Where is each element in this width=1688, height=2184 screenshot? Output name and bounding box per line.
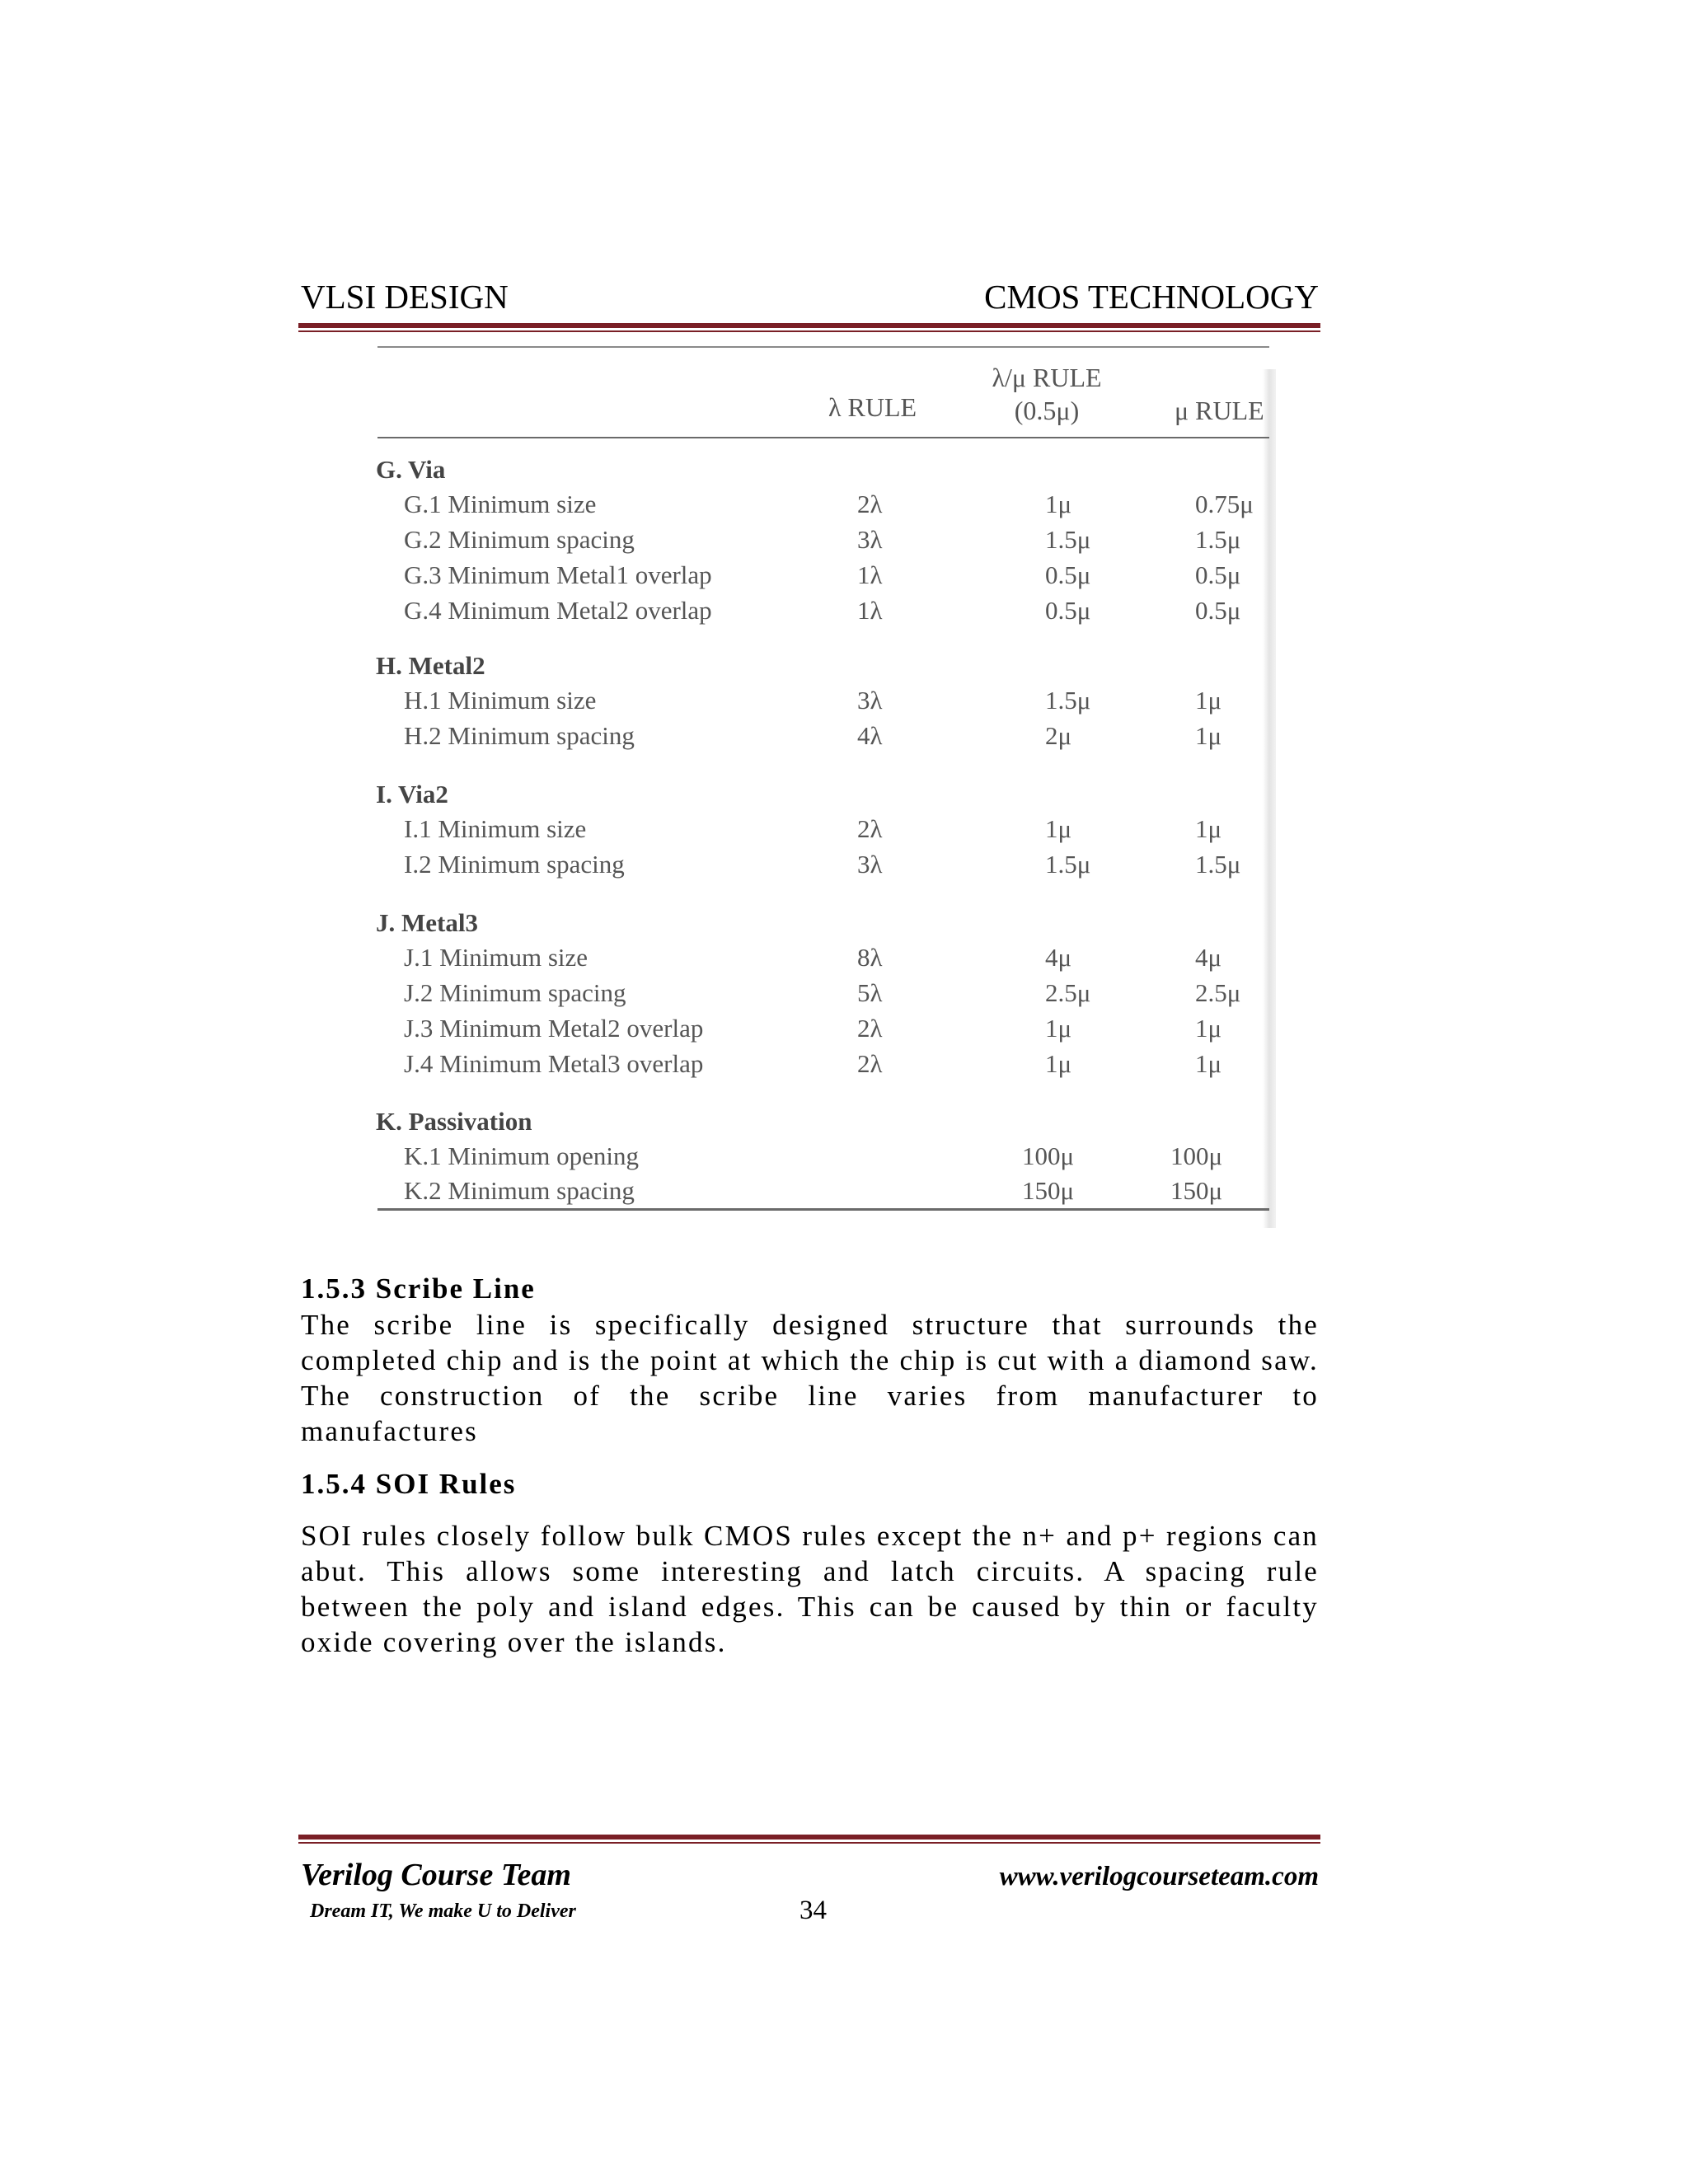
table-cell-lambda-mu: 4μ <box>1045 943 1072 972</box>
table-cell-mu: 1μ <box>1195 1014 1222 1043</box>
table-row-label: G.2 Minimum spacing <box>404 525 635 554</box>
table-cell-lambda: 5λ <box>857 978 883 1007</box>
table-cell-lambda-mu: 1μ <box>1045 490 1072 518</box>
column-header-mu-rule: μ RULE <box>1175 396 1264 425</box>
design-rules-table <box>371 336 1276 1228</box>
table-cell-lambda-mu: 2μ <box>1045 721 1072 750</box>
table-cell-mu: 1.5μ <box>1195 525 1241 554</box>
table-cell-lambda-mu: 100μ <box>1022 1141 1075 1170</box>
table-cell-mu: 2.5μ <box>1195 978 1241 1007</box>
table-cell-lambda: 1λ <box>857 596 883 625</box>
column-header-lambda-rule: λ RULE <box>828 392 917 422</box>
table-cell-lambda-mu: 1μ <box>1045 1014 1072 1043</box>
paragraph-scribe-line: The scribe line is specifically designed structure that surrounds the completed chip and is the point at which the chip is cut with a diamond saw. The construction of the scribe line varies from manufacturer to manufactures <box>301 1309 1319 1447</box>
table-row-label: G.3 Minimum Metal1 overlap <box>404 560 712 589</box>
table-cell-lambda-mu: 1μ <box>1045 1049 1072 1078</box>
table-cell-mu: 1μ <box>1195 721 1222 750</box>
header-rule-thin <box>298 330 1320 332</box>
table-cell-lambda-mu: 150μ <box>1022 1176 1075 1205</box>
table-cell-mu: 150μ <box>1170 1176 1223 1205</box>
footer-website: www.verilogcourseteam.com <box>999 1862 1319 1891</box>
header-title-left: VLSI DESIGN <box>301 278 509 316</box>
table-cell-lambda: 1λ <box>857 560 883 589</box>
table-cell-mu: 1μ <box>1195 814 1222 843</box>
table-row-label: K.1 Minimum opening <box>404 1141 640 1170</box>
section-title-via: G. Via <box>376 455 446 484</box>
table-cell-mu: 1μ <box>1195 686 1222 715</box>
column-header-lambda-mu-rule: λ/μ RULE <box>992 363 1102 392</box>
table-cell-lambda: 3λ <box>857 686 883 715</box>
scan-edge-shadow <box>1263 369 1276 1228</box>
table-cell-lambda-mu: 1.5μ <box>1045 686 1091 715</box>
paragraph-soi-rules: SOI rules closely follow bulk CMOS rules except the n+ and p+ regions can abut. This allows some interesting and latch circuits. A spacing rule between the poly and island edges. This can be caused by thin or faculty oxide covering over the islands. <box>301 1520 1319 1658</box>
table-cell-lambda-mu: 1.5μ <box>1045 850 1091 879</box>
table-row-label: G.4 Minimum Metal2 overlap <box>404 596 712 625</box>
table-cell-lambda: 2λ <box>857 490 883 518</box>
header-title-right: CMOS TECHNOLOGY <box>984 278 1319 316</box>
section-heading-scribe-line: 1.5.3 Scribe Line <box>301 1272 536 1305</box>
table-cell-lambda: 4λ <box>857 721 883 750</box>
table-row-label: H.2 Minimum spacing <box>404 721 635 750</box>
table-row-label: J.3 Minimum Metal2 overlap <box>404 1014 704 1043</box>
section-title-metal3: J. Metal3 <box>376 908 478 937</box>
footer-rule-thin <box>298 1842 1320 1844</box>
table-cell-mu: 0.75μ <box>1195 490 1254 518</box>
table-bottom-rule <box>377 1208 1269 1211</box>
table-cell-mu: 1μ <box>1195 1049 1222 1078</box>
section-title-via2: I. Via2 <box>376 780 448 808</box>
table-cell-mu: 4μ <box>1195 943 1222 972</box>
table-cell-lambda-mu: 0.5μ <box>1045 596 1091 625</box>
table-row-label: H.1 Minimum size <box>404 686 597 715</box>
table-row-label: K.2 Minimum spacing <box>404 1176 635 1205</box>
footer-rule <box>298 1835 1320 1840</box>
table-cell-lambda-mu: 1.5μ <box>1045 525 1091 554</box>
table-cell-lambda-mu: 0.5μ <box>1045 560 1091 589</box>
table-cell-lambda: 2λ <box>857 1049 883 1078</box>
table-cell-lambda-mu: 2.5μ <box>1045 978 1091 1007</box>
table-cell-mu: 0.5μ <box>1195 560 1241 589</box>
table-cell-lambda: 2λ <box>857 814 883 843</box>
table-cell-lambda: 3λ <box>857 525 883 554</box>
table-top-rule <box>377 346 1269 348</box>
table-row-label: I.2 Minimum spacing <box>404 850 625 879</box>
table-cell-mu: 0.5μ <box>1195 596 1241 625</box>
table-cell-mu: 100μ <box>1170 1141 1223 1170</box>
section-heading-soi-rules: 1.5.4 SOI Rules <box>301 1468 517 1500</box>
table-cell-lambda: 2λ <box>857 1014 883 1043</box>
page-number: 34 <box>799 1896 827 1925</box>
table-header-rule <box>377 437 1269 438</box>
table-row-label: I.1 Minimum size <box>404 814 587 843</box>
section-title-passivation: K. Passivation <box>376 1107 532 1136</box>
table-cell-lambda-mu: 1μ <box>1045 814 1072 843</box>
table-row-label: J.4 Minimum Metal3 overlap <box>404 1049 704 1078</box>
table-row-label: J.2 Minimum spacing <box>404 978 626 1007</box>
section-title-metal2: H. Metal2 <box>376 651 485 680</box>
header-rule <box>298 323 1320 328</box>
table-cell-lambda: 8λ <box>857 943 883 972</box>
table-row-label: G.1 Minimum size <box>404 490 597 518</box>
table-row-label: J.1 Minimum size <box>404 943 588 972</box>
table-cell-lambda: 3λ <box>857 850 883 879</box>
column-header-lambda-mu-subtitle: (0.5μ) <box>1014 396 1080 425</box>
table-cell-mu: 1.5μ <box>1195 850 1241 879</box>
footer-team-name: Verilog Course Team <box>301 1858 571 1892</box>
footer-tagline: Dream IT, We make U to Deliver <box>310 1900 576 1922</box>
